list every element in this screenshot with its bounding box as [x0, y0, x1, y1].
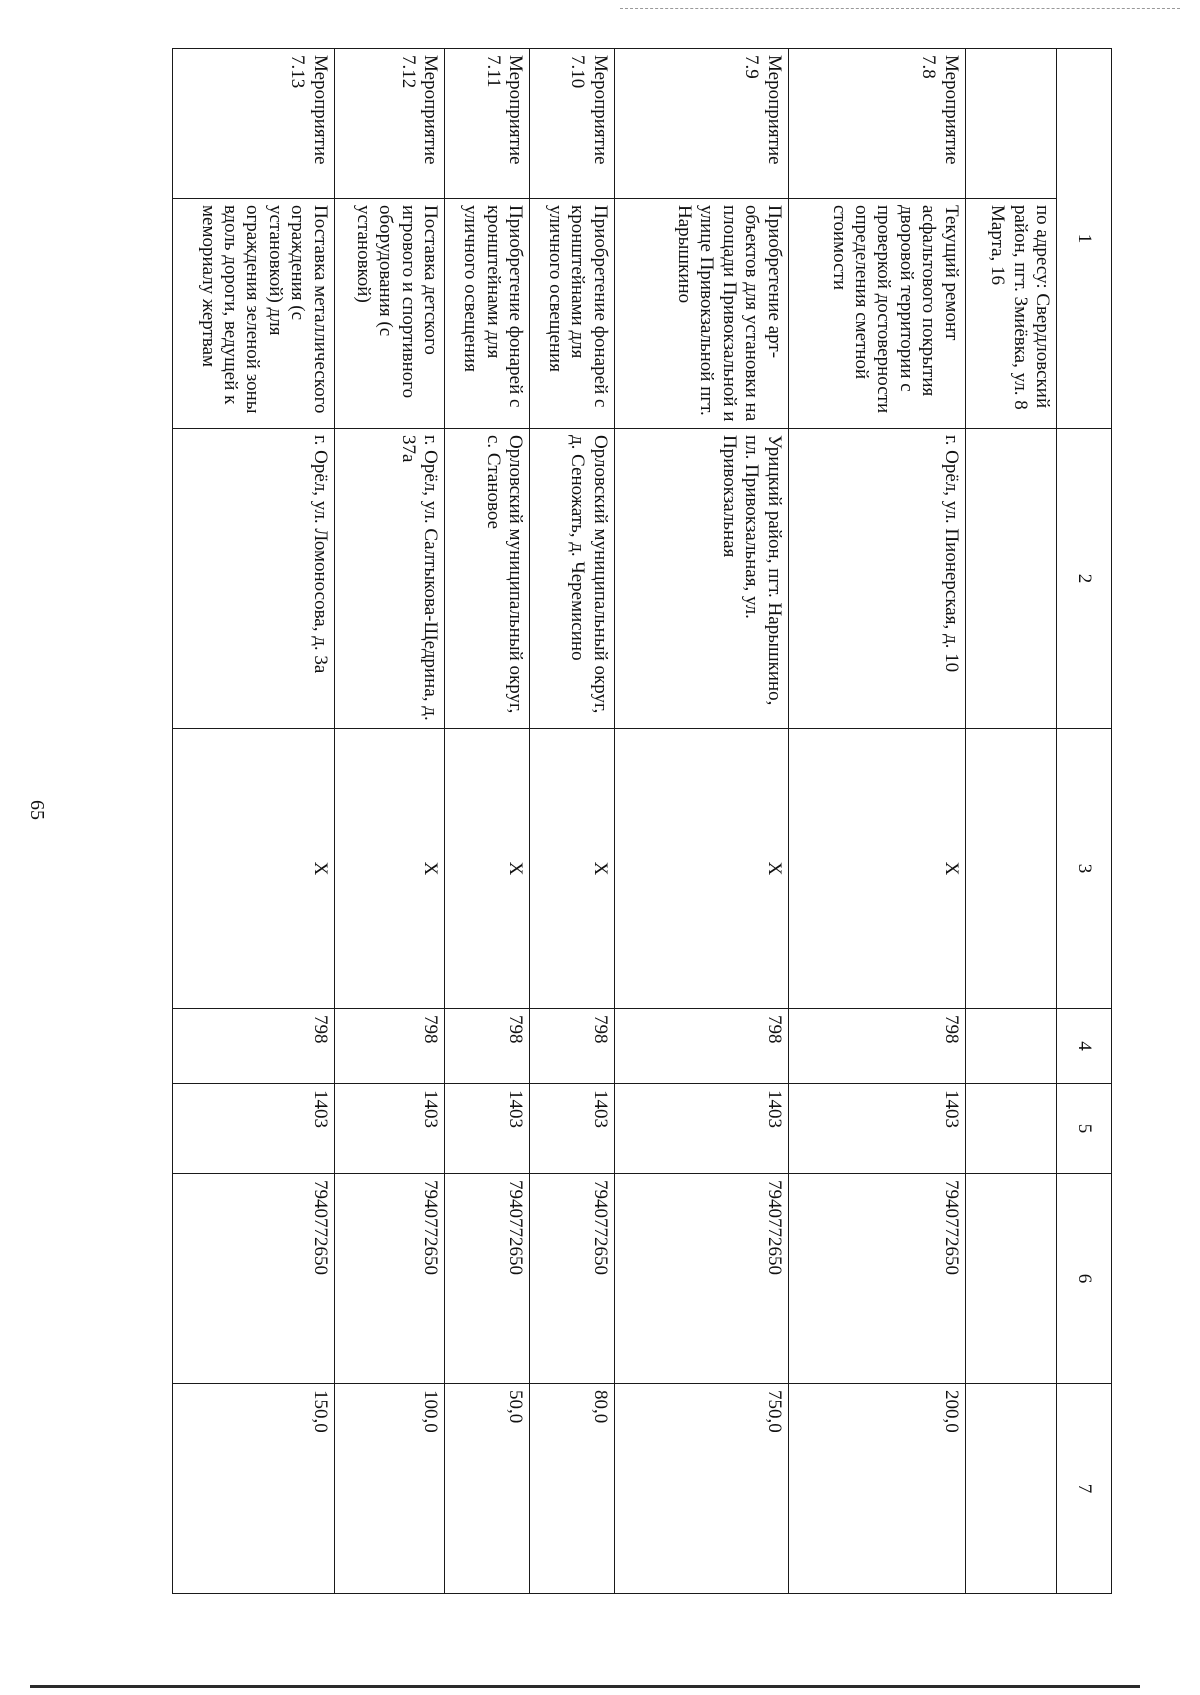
- scan-artifact-edge: [30, 1685, 1140, 1688]
- cell-col7: [965, 1384, 1056, 1594]
- header-cell-1: 1: [1057, 49, 1112, 429]
- header-cell-7: 7: [1057, 1384, 1112, 1594]
- cell-description: Приобретение арт-объектов для установки на площади Привокзальной и улице Привокзальной пгт. Нарышкино: [614, 199, 788, 429]
- header-cell-4: 4: [1057, 1009, 1112, 1084]
- cell-address: Урицкий район, пгт. Нарышкино, пл. Привокзальная, ул. Привокзальная: [614, 429, 788, 729]
- cell-activity: Мероприятие 7.11: [445, 49, 530, 199]
- rotated-table-container: [172, 48, 1112, 1593]
- cell-col5: [965, 1084, 1056, 1174]
- cell-col3: X: [334, 729, 444, 1009]
- scan-artifact-line: [620, 8, 1180, 10]
- table-row: [788, 49, 965, 1594]
- cell-description: по адресу: Свердловский район, пгт. Змиёвка, ул. 8 Марта, 16: [965, 199, 1056, 429]
- cell-description: Приобретение фонарей с кронштейнами для уличного освещения: [529, 199, 614, 429]
- cell-col5: 1403: [614, 1084, 788, 1174]
- cell-description: Поставка детского игрового и спортивного оборудования (с установкой): [334, 199, 444, 429]
- cell-address: Орловский муниципальный округ, д. Сеножать, д. Черемисино: [529, 429, 614, 729]
- cell-col5: 1403: [445, 1084, 530, 1174]
- cell-address: г. Орёл, ул. Салтыкова-Щедрина, д. 37а: [334, 429, 444, 729]
- cell-activity: [965, 49, 1056, 199]
- cell-col4: 798: [334, 1009, 444, 1084]
- cell-activity: Мероприятие 7.13: [173, 49, 335, 199]
- cell-address: Орловский муниципальный округ, с. Становое: [445, 429, 530, 729]
- cell-col3: X: [614, 729, 788, 1009]
- cell-activity: Мероприятие 7.10: [529, 49, 614, 199]
- header-cell-3: 3: [1057, 729, 1112, 1009]
- cell-col6: 7940772650: [529, 1174, 614, 1384]
- header-cell-6: 6: [1057, 1174, 1112, 1384]
- table-row: [173, 49, 335, 1594]
- cell-col4: 798: [445, 1009, 530, 1084]
- cell-col7: 50,0: [445, 1384, 530, 1594]
- cell-col7: 150,0: [173, 1384, 335, 1594]
- cell-col4: 798: [788, 1009, 965, 1084]
- cell-col5: 1403: [334, 1084, 444, 1174]
- cell-description: Текущий ремонт асфальтового покрытия дворовой территории с проверкой достоверности определения сметной стоимости: [788, 199, 965, 429]
- cell-address: г. Орёл, ул. Ломоносова, д. 3а: [173, 429, 335, 729]
- cell-address: г. Орёл, ул. Пионерская, д. 10: [788, 429, 965, 729]
- budget-table: [172, 48, 1112, 1594]
- page-number: 65: [26, 800, 48, 820]
- cell-col6: 7940772650: [173, 1174, 335, 1384]
- cell-col5: 1403: [788, 1084, 965, 1174]
- cell-activity: Мероприятие 7.8: [788, 49, 965, 199]
- cell-col4: 798: [173, 1009, 335, 1084]
- cell-col3: X: [529, 729, 614, 1009]
- cell-col3: X: [788, 729, 965, 1009]
- cell-col6: 7940772650: [445, 1174, 530, 1384]
- table-row: [965, 49, 1056, 1594]
- cell-col6: 7940772650: [614, 1174, 788, 1384]
- cell-address: [965, 429, 1056, 729]
- cell-col6: [965, 1174, 1056, 1384]
- cell-activity: Мероприятие 7.9: [614, 49, 788, 199]
- header-row: [1057, 49, 1112, 1594]
- table-row: [334, 49, 444, 1594]
- cell-col4: 798: [614, 1009, 788, 1084]
- cell-col6: 7940772650: [788, 1174, 965, 1384]
- cell-col7: 80,0: [529, 1384, 614, 1594]
- table-body: [173, 49, 1112, 1594]
- cell-col7: 200,0: [788, 1384, 965, 1594]
- cell-col7: 750,0: [614, 1384, 788, 1594]
- cell-col7: 100,0: [334, 1384, 444, 1594]
- cell-col4: [965, 1009, 1056, 1084]
- cell-col5: 1403: [173, 1084, 335, 1174]
- cell-col3: X: [173, 729, 335, 1009]
- header-cell-5: 5: [1057, 1084, 1112, 1174]
- cell-col6: 7940772650: [334, 1174, 444, 1384]
- cell-col4: 798: [529, 1009, 614, 1084]
- table-row: [529, 49, 614, 1594]
- cell-description: Приобретение фонарей с кронштейнами для уличного освещения: [445, 199, 530, 429]
- cell-activity: Мероприятие 7.12: [334, 49, 444, 199]
- cell-col3: X: [445, 729, 530, 1009]
- table-row: [614, 49, 788, 1594]
- header-cell-2: 2: [1057, 429, 1112, 729]
- table-row: [445, 49, 530, 1594]
- cell-col3: [965, 729, 1056, 1009]
- cell-col5: 1403: [529, 1084, 614, 1174]
- cell-description: Поставка металлического ограждения (с установкой) для ограждения зеленой зоны вдоль дороги, ведущей к мемориалу жертвам: [173, 199, 335, 429]
